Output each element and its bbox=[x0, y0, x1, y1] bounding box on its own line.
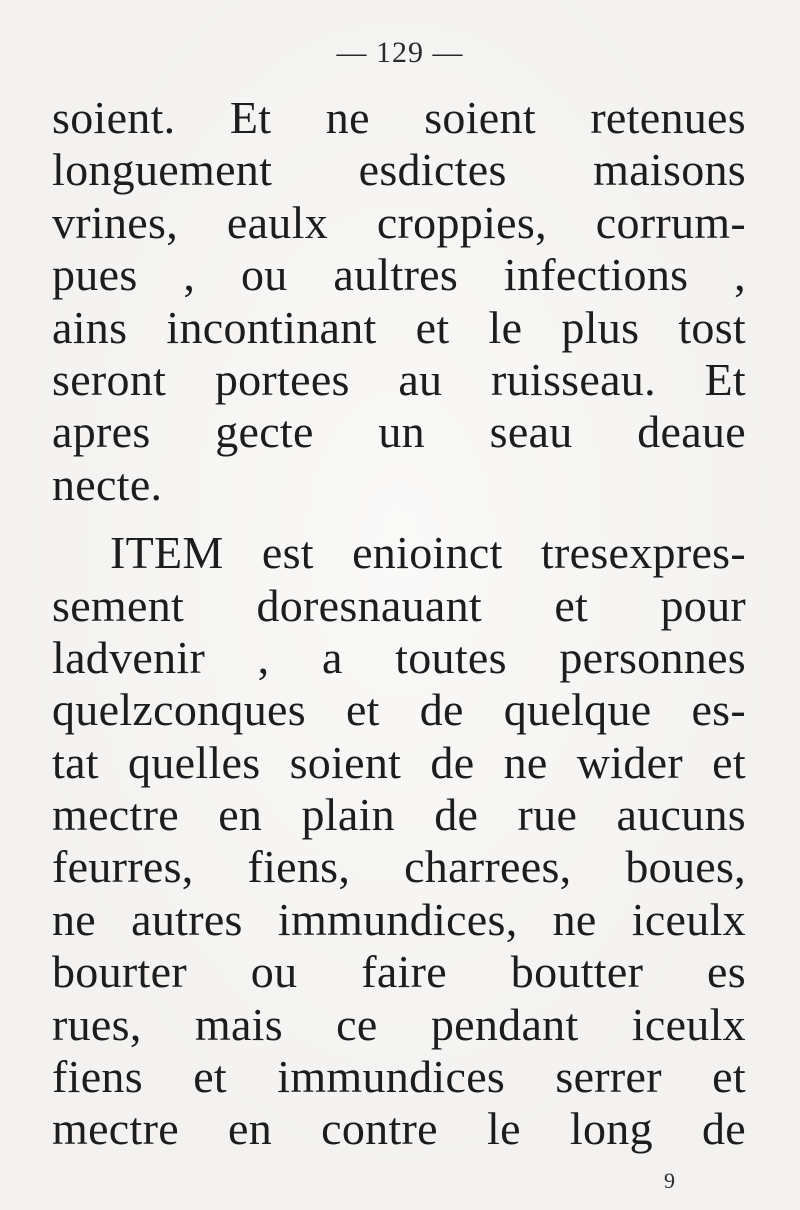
text-line: apres gecte un seau deaue bbox=[52, 406, 746, 458]
text-line: rues, mais ce pendant iceulx bbox=[52, 998, 746, 1050]
text-line: quelzconques et de quelque es- bbox=[52, 684, 746, 736]
text-line: mectre en contre le long de bbox=[52, 1103, 746, 1155]
paragraph-2 bbox=[52, 527, 746, 1156]
text-line: ains incontinant et le plus tost bbox=[52, 301, 746, 353]
text-line: pues , ou aultres infections , bbox=[52, 249, 746, 301]
text-line: soient. Et ne soient retenues bbox=[52, 92, 746, 143]
text-line: bourter ou faire boutter es bbox=[52, 946, 746, 998]
text-line: seront portees au ruisseau. Et bbox=[52, 353, 746, 405]
text-line: fiens et immundices serrer et bbox=[52, 1051, 746, 1103]
text-line: mectre en plain de rue aucuns bbox=[52, 789, 746, 841]
body-text bbox=[52, 92, 746, 1156]
text-line: tat quelles soient de ne wider et bbox=[52, 736, 746, 788]
text-line: sement doresnauant et pour bbox=[52, 579, 746, 631]
paragraph-1 bbox=[52, 92, 746, 511]
text-line: ladvenir , a toutes personnes bbox=[52, 631, 746, 683]
text-line: ne autres immundices, ne iceulx bbox=[52, 893, 746, 945]
text-line: longuement esdictes maisons bbox=[52, 144, 746, 196]
text-line: feurres, fiens, charrees, boues, bbox=[52, 841, 746, 893]
signature-mark: 9 bbox=[664, 1168, 675, 1193]
page-number: — 129 — bbox=[336, 36, 464, 69]
text-line: vrines, eaulx croppies, corrum- bbox=[52, 196, 746, 248]
text-line: ITEM est enioinct tresexpres- bbox=[110, 527, 746, 579]
text-line: necte. bbox=[52, 458, 163, 510]
